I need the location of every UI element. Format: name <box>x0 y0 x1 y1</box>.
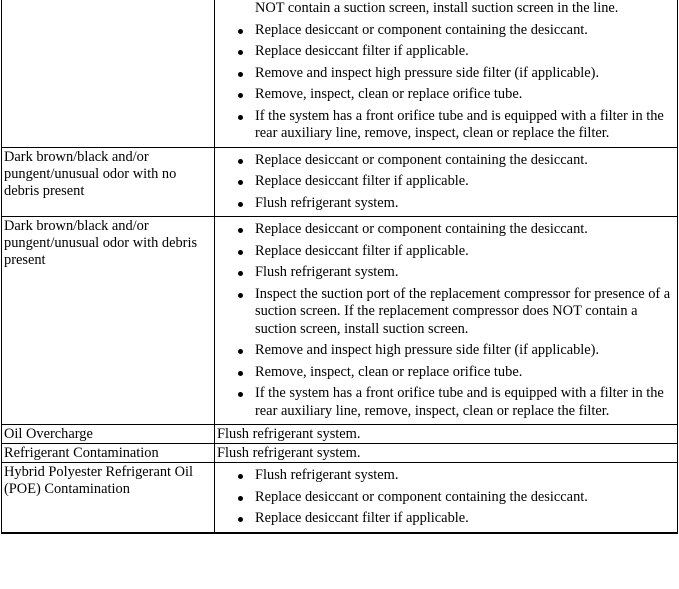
list-item <box>215 152 673 170</box>
condition-cell <box>2 0 215 147</box>
actions-cell <box>215 0 678 147</box>
bullet-icon <box>238 474 243 479</box>
action-text: If the system has a front orifice tube and is equipped with a filter in the rear auxiliary line, remove, inspect, clean or replace the filter. <box>255 107 664 141</box>
list-item <box>215 221 673 239</box>
list-item <box>215 22 673 40</box>
list-item <box>215 86 673 104</box>
bullet-icon <box>238 115 243 120</box>
actions-cell <box>215 147 678 217</box>
list-item <box>215 65 673 83</box>
diagnosis-table <box>1 0 678 534</box>
action-text: Replace desiccant filter if applicable. <box>255 242 469 259</box>
list-item <box>215 510 673 528</box>
bullet-icon <box>238 180 243 185</box>
list-item <box>215 43 673 61</box>
bullet-icon <box>238 392 243 397</box>
bullet-icon <box>238 496 243 501</box>
list-item <box>215 173 673 191</box>
bullet-icon <box>238 271 243 276</box>
list-item <box>215 489 673 507</box>
bullet-icon <box>238 72 243 77</box>
table-row <box>2 463 678 533</box>
condition-cell: Refrigerant Contamination <box>2 444 215 463</box>
action-text: Replace desiccant filter if applicable. <box>255 43 469 59</box>
action-text: Remove, inspect, clean or replace orifice tube. <box>255 86 523 102</box>
actions-cell <box>215 463 678 533</box>
bullet-icon <box>238 202 243 207</box>
list-item <box>215 0 673 18</box>
list-item <box>215 108 673 143</box>
bullet-icon <box>238 349 243 354</box>
action-text: Replace desiccant or component containing the desiccant. <box>255 21 588 38</box>
actions-cell <box>215 217 678 425</box>
list-item <box>215 195 673 213</box>
actions-cell: Flush refrigerant system. <box>215 425 678 444</box>
bullet-icon <box>238 29 243 34</box>
table-row <box>2 147 678 217</box>
action-text: Flush refrigerant system. <box>255 194 399 211</box>
action-text: NOT contain a suction screen, install suction screen in the line. <box>255 0 619 16</box>
action-list <box>215 467 673 532</box>
bullet-icon <box>238 293 243 298</box>
action-text: Flush refrigerant system. <box>255 467 399 483</box>
action-text: Replace desiccant or component containing the desiccant. <box>255 151 588 168</box>
action-text: Replace desiccant filter if applicable. <box>255 173 469 189</box>
action-text: Remove and inspect high pressure side filter (if applicable). <box>255 342 600 358</box>
list-item <box>215 467 673 485</box>
list-item <box>215 243 673 261</box>
list-item <box>215 264 673 282</box>
bullet-icon <box>238 159 243 164</box>
table-row <box>2 425 678 444</box>
bullet-icon <box>238 93 243 98</box>
action-text: Flush refrigerant system. <box>255 264 399 280</box>
action-text: Replace desiccant filter if applicable. <box>255 510 469 526</box>
action-text: Remove and inspect high pressure side filter (if applicable). <box>255 64 600 81</box>
action-list <box>215 0 673 147</box>
list-item <box>215 364 673 382</box>
bullet-icon <box>238 517 243 522</box>
bullet-icon <box>238 250 243 255</box>
table-row <box>2 444 678 463</box>
list-item <box>215 385 673 420</box>
action-text: If the system has a front orifice tube and is equipped with a filter in the rear auxiliary line, remove, inspect, clean or replace the filter. <box>255 385 664 419</box>
bullet-icon <box>238 371 243 376</box>
actions-cell: Flush refrigerant system. <box>215 444 678 463</box>
bullet-icon <box>238 228 243 233</box>
table-row <box>2 0 678 147</box>
action-text: Inspect the suction port of the replacement compressor for presence of a suction screen. If the replacement compressor does NOT contain a suction screen, install suction screen. <box>255 285 671 337</box>
list-item <box>215 286 673 339</box>
table-row <box>2 217 678 425</box>
action-list <box>215 221 673 424</box>
condition-cell: Oil Overcharge <box>2 425 215 444</box>
action-list <box>215 152 673 217</box>
action-text: Remove, inspect, clean or replace orifice tube. <box>255 363 523 380</box>
action-text: Replace desiccant or component containing the desiccant. <box>255 221 588 237</box>
list-item <box>215 342 673 360</box>
bullet-icon <box>238 50 243 55</box>
condition-cell: Hybrid Polyester Refrigerant Oil (POE) Contamination <box>2 463 215 533</box>
condition-cell: Dark brown/black and/or pungent/unusual odor with debris present <box>2 217 215 425</box>
action-text: Replace desiccant or component containing the desiccant. <box>255 488 588 505</box>
condition-cell: Dark brown/black and/or pungent/unusual odor with no debris present <box>2 147 215 217</box>
